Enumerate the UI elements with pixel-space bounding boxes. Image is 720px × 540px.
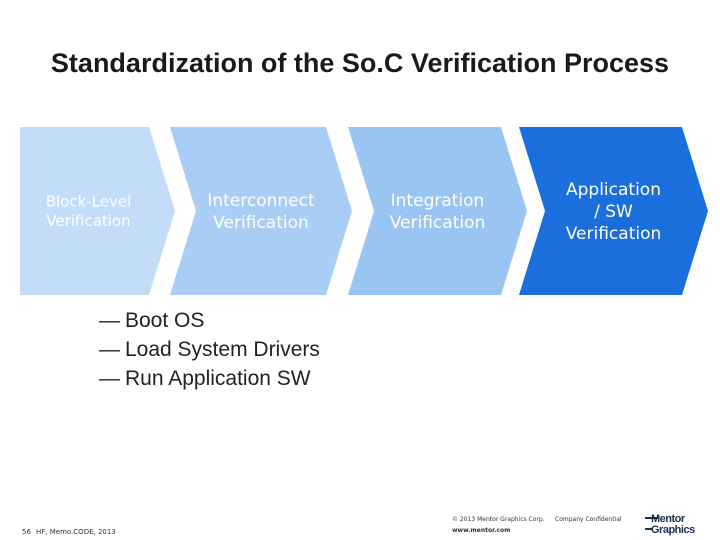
logo-text-line1: Mentor	[651, 513, 685, 525]
bullet-item	[99, 364, 320, 393]
copyright-text: © 2013 Mentor Graphics Corp.	[452, 516, 545, 523]
slide-title: Standardization of the So.C Verification Process	[50, 48, 670, 78]
process-step-label-line: / SW	[594, 201, 633, 222]
process-step-label	[46, 193, 132, 231]
logo-text-line2: Graphics	[651, 524, 695, 536]
process-step-label-line: Verification	[389, 213, 486, 233]
process-step-label-line: Integration	[390, 190, 485, 211]
process-step-label-line: Verification	[213, 213, 309, 233]
bullet-text: Boot OS	[125, 309, 205, 332]
dash-marker: —	[99, 367, 120, 390]
process-step-label-line: Block-Level	[45, 192, 132, 211]
process-step-chevron	[170, 127, 352, 295]
dash-marker: —	[99, 338, 120, 361]
bullet-list	[99, 306, 320, 393]
process-step-chevron	[20, 127, 175, 295]
bullet-text: Run Application SW	[125, 367, 311, 390]
process-step-label-line: Interconnect	[207, 190, 315, 211]
process-step-label-line: Verification	[565, 224, 662, 245]
bullet-item	[99, 306, 320, 335]
process-step-label-line: Application	[566, 179, 661, 200]
bullet-text: Load System Drivers	[125, 338, 320, 361]
page-number: 56	[22, 528, 31, 536]
conference-label: HF, Memo.CODE, 2013	[36, 528, 116, 536]
mentor-graphics-logo	[645, 514, 711, 536]
website-text: www.mentor.com	[452, 527, 511, 534]
confidential-text: Company Confidential	[555, 516, 622, 523]
bullet-item	[99, 335, 320, 364]
process-step-label-line: Verification	[46, 212, 131, 230]
dash-marker: —	[99, 309, 120, 332]
process-step-chevron	[348, 127, 527, 295]
